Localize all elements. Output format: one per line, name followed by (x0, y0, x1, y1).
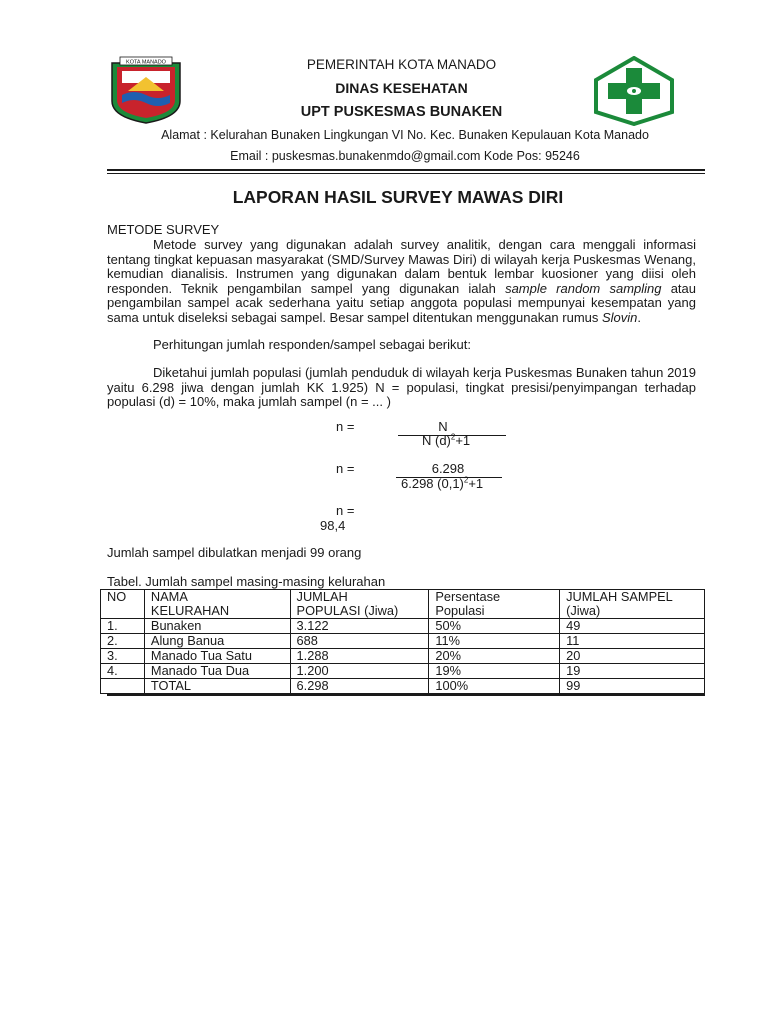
formula1-numerator: N (438, 419, 448, 434)
method-text-a: Metode survey yang digunakan adalah survey analitik, dengan cara menggali informasi tentang tingkat kepuasan masyarakat (SMD/Survey Mawas Diri) di wilayah kerja Puskesmas Wenang, kemudian dianalisis. Instrumen yang digunakan dalam bentuk lembar kuosioner yang diisi oleh responden. Teknik pengambilan sampel yang digunakan ialah (107, 237, 696, 296)
table-total-row: TOTAL 6.298 100% 99 (101, 679, 705, 694)
manado-city-emblem (108, 55, 184, 125)
table-row: 1. Bunaken 3.122 50% 49 (101, 619, 705, 634)
population-paragraph: Diketahui jumlah populasi (jumlah penduduk di wilayah kerja Puskesmas Bunaken tahun 2019 yaitu 6.298 jiwa dengan jumlah KK 1.925) N = populasi, tingkat presisi/penyimpangan terhadap populasi (d) = 10%, maka jumlah sampel (n = ... ) (107, 365, 696, 410)
header-persentase: Persentase Populasi (429, 590, 560, 619)
puskesmas-logo (594, 56, 674, 126)
header-department: DINAS KESEHATAN (335, 80, 468, 96)
section-heading: METODE SURVEY (107, 222, 220, 237)
table-caption: Tabel. Jumlah sampel masing-masing kelurahan (107, 574, 386, 589)
header-government: PEMERINTAH KOTA MANADO (306, 57, 497, 72)
formula3-result: 98,4 (320, 518, 346, 533)
header-sampel: JUMLAH SAMPEL (Jiwa) (560, 590, 705, 619)
table-row: 3. Manado Tua Satu 1.288 20% 20 (101, 649, 705, 664)
sample-table (100, 589, 705, 694)
header-rule-thick (107, 169, 705, 171)
table-row: 4. Manado Tua Dua 1.200 19% 19 (101, 664, 705, 679)
page-title: LAPORAN HASIL SURVEY MAWAS DIRI (232, 187, 564, 207)
method-text-c: atau pengambilan sampel acak sederhana yaitu setiap anggota populasi mempunyai kesempatan yang sama untuk diseleksi sebagai sampel. Besar sampel ditentukan menggunakan rumus (107, 280, 697, 325)
footer-rule (107, 693, 705, 696)
method-term-sampling: sample random sampling (505, 280, 662, 296)
formula2-lhs: n = (336, 461, 355, 476)
header-unit: UPT PUSKESMAS BUNAKEN (300, 104, 503, 120)
formula1-denominator: N $(d)^2+1$ (422, 432, 471, 448)
emblem-text: KOTA MANADO (126, 59, 166, 66)
formula3-lhs: n = (336, 503, 355, 518)
formula2-numerator: 6.298 (431, 461, 465, 476)
header-address: Alamat : Kelurahan Bunaken Lingkungan VI No. Kec. Bunaken Kepulauan Kota Manado (161, 128, 649, 142)
table-header-row (101, 590, 705, 619)
header-contact: Email : puskesmas.bunakenmdo@gmail.com Kode Pos: 95246 (230, 149, 580, 163)
header-kelurahan: NAMA KELURAHAN (144, 590, 290, 619)
method-paragraph (107, 238, 696, 326)
method-term-slovin: Slovin (602, 309, 638, 325)
table-row: 2. Alung Banua 688 11% 11 (101, 634, 705, 649)
header-populasi: JUMLAH POPULASI (Jiwa) (290, 590, 429, 619)
formula1-lhs: n = (336, 419, 355, 434)
rounded-sample-note: Jumlah sampel dibulatkan menjadi 99 orang (107, 545, 362, 560)
formula2-denominator: 6.298 $(0,1)^2+1$ (401, 475, 484, 491)
calc-intro: Perhitungan jumlah responden/sampel sebagai berikut: (153, 337, 471, 352)
method-text-e: . (637, 309, 642, 325)
header-rule-thin (107, 173, 705, 174)
header-no: NO (101, 590, 145, 619)
